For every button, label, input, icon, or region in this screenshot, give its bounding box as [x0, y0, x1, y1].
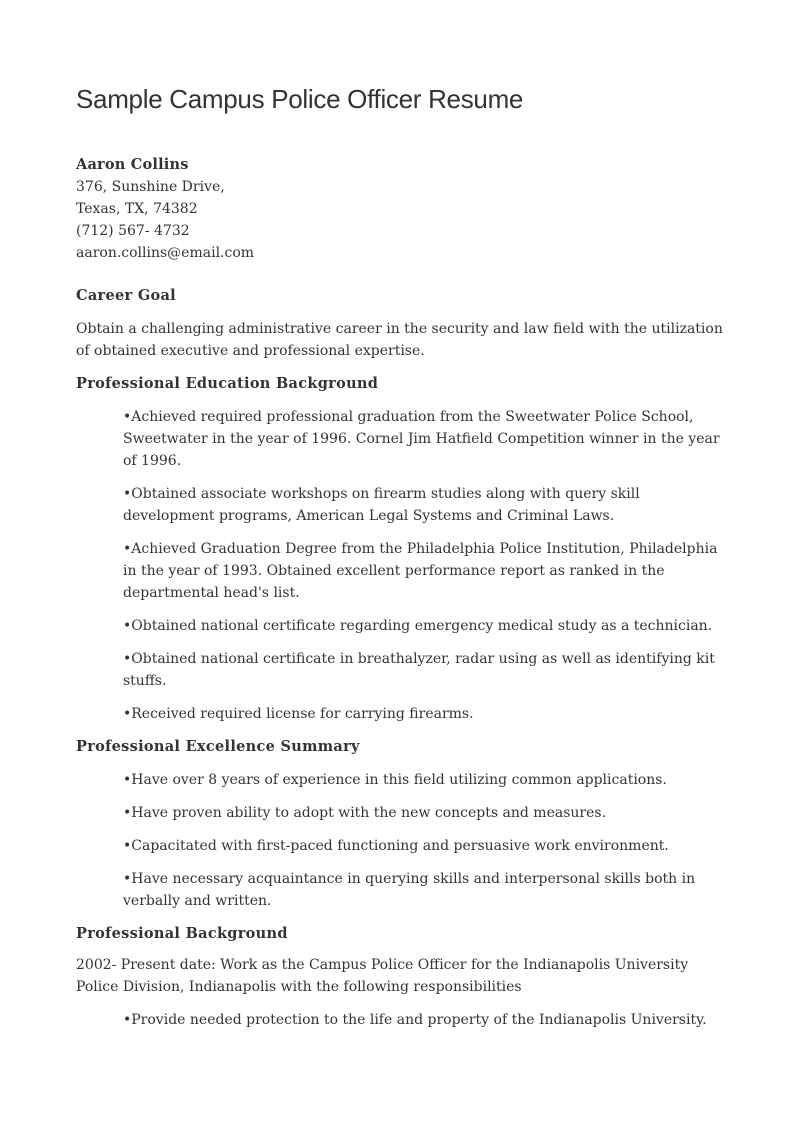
bullet-icon: • — [123, 486, 132, 502]
list-item: •Obtained national certificate regarding emergency medical study as a technician. — [123, 618, 713, 634]
contact-block — [76, 154, 254, 264]
bullet-icon: • — [123, 409, 132, 425]
background-list — [76, 1009, 726, 1031]
list-item: •Received required license for carrying firearms. — [123, 706, 474, 722]
address-line-2: Texas, TX, 74382 — [76, 201, 198, 217]
list-item: •Have necessary acquaintance in querying skills and interpersonal skills both in verbally and written. — [123, 871, 696, 909]
career-goal-heading: Career Goal — [76, 287, 176, 304]
bullet-icon: • — [123, 618, 132, 634]
education-heading: Professional Education Background — [76, 375, 379, 392]
excellence-list — [76, 769, 726, 912]
address-line-1: 376, Sunshine Drive, — [76, 179, 225, 195]
page-title: Sample Campus Police Officer Resume — [76, 84, 524, 114]
phone-number: (712) 567- 4732 — [76, 223, 190, 239]
email-address: aaron.collins@email.com — [76, 245, 255, 261]
bullet-icon: • — [123, 541, 132, 557]
candidate-name: Aaron Collins — [76, 156, 189, 173]
resume-content — [76, 285, 726, 1031]
list-item: •Capacitated with first-paced functioning and persuasive work environment. — [123, 838, 669, 854]
bullet-icon: • — [123, 1012, 132, 1028]
career-goal-text: Obtain a challenging administrative career in the security and law field with the utilization of obtained executive and professional expertise. — [76, 321, 723, 359]
background-intro: 2002- Present date: Work as the Campus Police Officer for the Indianapolis University Police Division, Indianapolis with the following responsibilities — [76, 957, 689, 995]
bullet-icon: • — [123, 706, 132, 722]
list-item: •Obtained national certificate in breathalyzer, radar using as well as identifying kit stuffs. — [123, 651, 715, 689]
bullet-icon: • — [123, 871, 132, 887]
bullet-icon: • — [123, 805, 132, 821]
bullet-icon: • — [123, 651, 132, 667]
list-item: •Achieved Graduation Degree from the Philadelphia Police Institution, Philadelphia in the year of 1993. Obtained excellent performance report as ranked in the departmental head's list. — [123, 541, 718, 601]
list-item: •Achieved required professional graduation from the Sweetwater Police School, Sweetwater in the year of 1996. Cornel Jim Hatfield Competition winner in the year of 1996. — [123, 409, 720, 469]
background-heading: Professional Background — [76, 925, 288, 942]
excellence-heading: Professional Excellence Summary — [76, 738, 360, 755]
education-list — [76, 406, 726, 725]
list-item: •Have over 8 years of experience in this field utilizing common applications. — [123, 772, 667, 788]
list-item: •Have proven ability to adopt with the new concepts and measures. — [123, 805, 607, 821]
bullet-icon: • — [123, 772, 132, 788]
bullet-icon: • — [123, 838, 132, 854]
list-item: •Obtained associate workshops on firearm studies along with query skill development programs, American Legal Systems and Criminal Laws. — [123, 486, 640, 524]
list-item: •Provide needed protection to the life and property of the Indianapolis University. — [123, 1012, 707, 1028]
